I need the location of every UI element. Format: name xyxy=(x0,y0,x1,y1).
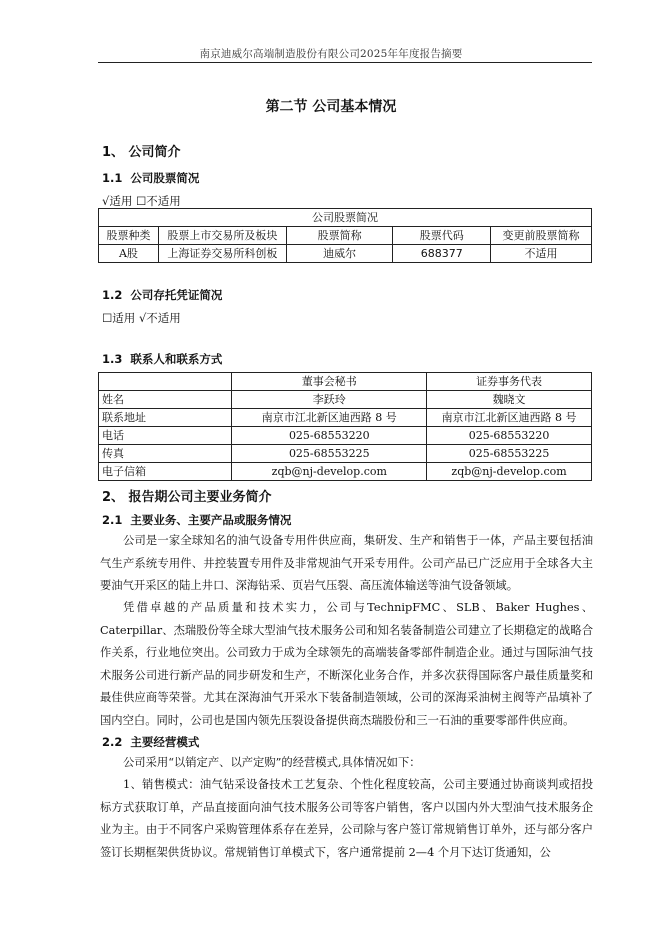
table-header-cell: 股票简称 xyxy=(286,227,393,245)
heading-text: 公司股票简况 xyxy=(130,171,200,185)
table-cell: 迪威尔 xyxy=(286,245,393,263)
table-header-cell xyxy=(99,373,232,391)
table-row xyxy=(99,463,592,481)
table-header-row xyxy=(99,373,592,391)
contacts-table xyxy=(98,372,592,481)
heading-number: 1.1 xyxy=(102,171,123,185)
table-header-cell: 变更前股票简称 xyxy=(491,227,592,245)
table-cell: 025-68553220 xyxy=(232,427,427,445)
table-cell: 电子信箱 xyxy=(99,463,232,481)
paragraph-sales-model: 1、销售模式：油气钻采设备技术工艺复杂、个性化程度较高，公司主要通过协商谈判或招投标方式获取订单，产品直接面向油气技术服务公司等客户销售，客户以国内外大型油气技术服务企业为主。由于不同客户采购管理体系存在差异，公司除与客户签订常规销售订单外，还与部分客户签订长期框架供货协议。常规销售订单模式下，客户通常提前 2—4 个月下达订货通知，公 xyxy=(100,778,593,859)
table-cell: 魏晓文 xyxy=(427,391,592,409)
table-cell: 姓名 xyxy=(99,391,232,409)
table-cell: 南京市江北新区迪西路 8 号 xyxy=(232,409,427,427)
table-cell: 联系地址 xyxy=(99,409,232,427)
table-cell: 025-68553220 xyxy=(427,427,592,445)
table-header-cell: 股票上市交易所及板块 xyxy=(158,227,286,245)
heading-number: 2、 xyxy=(102,490,125,505)
table-row xyxy=(99,445,592,463)
heading-business-model xyxy=(102,734,199,750)
section-title: 第二节 公司基本情况 xyxy=(265,99,397,115)
heading-text: 报告期公司主要业务简介 xyxy=(128,490,272,505)
heading-text: 主要经营模式 xyxy=(130,735,200,749)
table-caption: 公司股票简况 xyxy=(99,209,592,227)
heading-number: 1、 xyxy=(102,145,125,160)
paragraph-business-overview: 公司是一家全球知名的油气设备专用件供应商，集研发、生产和销售于一体，产品主要包括油气生产系统专用件、井控装置专用件及非常规油气开采专用件。公司产品已广泛应用于全球各大主要油气开采区的陆上井口、深海钻采、页岩气压裂、高压流体输送等油气设备领域。 xyxy=(100,534,593,592)
table-cell: 传真 xyxy=(99,445,232,463)
heading-number: 2.2 xyxy=(102,735,123,749)
applicable-checkbox-depositary: ☐适用 √不适用 xyxy=(102,311,181,325)
table-cell: 025-68553225 xyxy=(232,445,427,463)
table-header-row xyxy=(99,227,592,245)
table-header-cell: 董事会秘书 xyxy=(232,373,427,391)
header-divider xyxy=(98,62,592,63)
heading-products-services xyxy=(102,512,291,528)
heading-number: 1.2 xyxy=(102,288,123,302)
table-cell: zqb@nj-develop.com xyxy=(232,463,427,481)
heading-text: 联系人和联系方式 xyxy=(130,352,223,366)
paragraph-partnerships: 凭借卓越的产品质量和技术实力，公司与TechnipFMC、SLB、Baker Hughes、Caterpillar、杰瑞股份等全球大型油气技术服务公司和知名装备制造公司建立了长期稳定的战略合作关系，行业地位突出。公司致力于成为全球领先的高端装备零部件制造企业。通过与国际油气技术服务公司进行新产品的同步研发和生产，不断深化业务合作，并多次获得国际客户最佳质量奖和最佳供应商等荣誉。尤其在深海油气开采水下装备制造领域，公司的深海采油树主阀等产品填补了国内空白。同时，公司也是国内领先压裂设备提供商杰瑞股份和三一石油的重要零部件供应商。 xyxy=(100,601,593,727)
table-row xyxy=(99,409,592,427)
table-cell: 不适用 xyxy=(491,245,592,263)
table-cell: 南京市江北新区迪西路 8 号 xyxy=(427,409,592,427)
table-row xyxy=(99,427,592,445)
table-cell: 电话 xyxy=(99,427,232,445)
table-header-cell: 证券事务代表 xyxy=(427,373,592,391)
table-row xyxy=(99,245,592,263)
heading-number: 1.3 xyxy=(102,352,123,366)
table-caption-row xyxy=(99,209,592,227)
table-cell: 李跃玲 xyxy=(232,391,427,409)
heading-depositary-profile xyxy=(102,287,222,303)
stock-profile-table xyxy=(98,208,592,263)
table-header-cell: 股票种类 xyxy=(99,227,159,245)
heading-company-profile xyxy=(102,141,181,160)
table-cell: A股 xyxy=(99,245,159,263)
table-cell: 688377 xyxy=(393,245,491,263)
heading-number: 2.1 xyxy=(102,513,123,527)
heading-text: 公司存托凭证简况 xyxy=(130,288,223,302)
paragraph-business-model-intro: 公司采用“以销定产、以产定购”的经营模式,具体情况如下： xyxy=(123,756,421,769)
heading-main-business xyxy=(102,486,272,505)
table-row xyxy=(99,391,592,409)
heading-contacts xyxy=(102,351,222,367)
table-cell: 025-68553225 xyxy=(427,445,592,463)
table-cell: zqb@nj-develop.com xyxy=(427,463,592,481)
applicable-checkbox-stock: √适用 ☐不适用 xyxy=(102,194,181,208)
heading-text: 主要业务、主要产品或服务情况 xyxy=(130,513,292,527)
page-header: 南京迪威尔高端制造股份有限公司2025年年度报告摘要 xyxy=(199,48,463,60)
heading-text: 公司简介 xyxy=(128,145,181,160)
table-cell: 上海证券交易所科创板 xyxy=(158,245,286,263)
heading-stock-profile xyxy=(102,170,199,186)
table-header-cell: 股票代码 xyxy=(393,227,491,245)
